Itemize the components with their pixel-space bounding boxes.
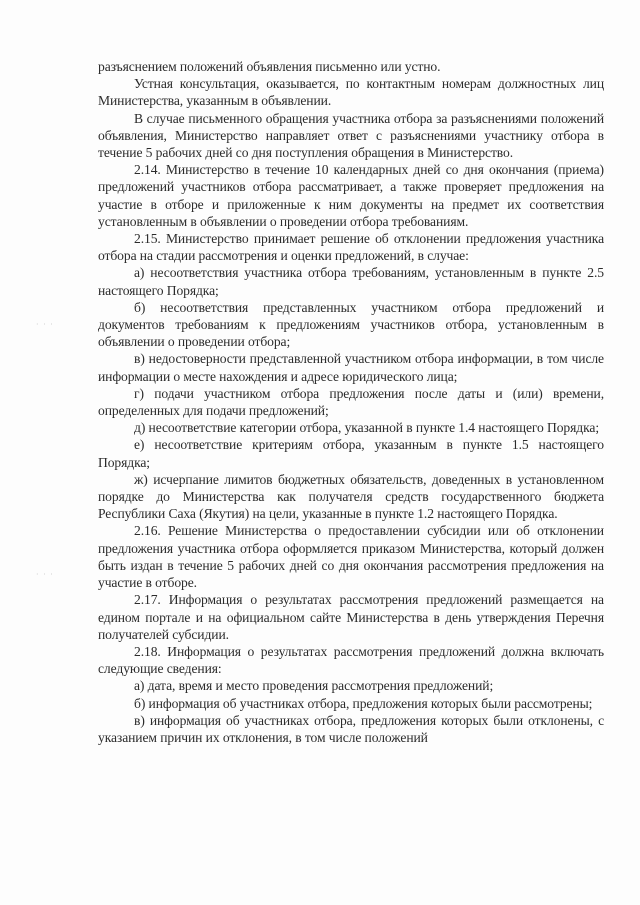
paragraph-2-15: 2.15. Министерство принимает решение об отклонении предложения участника отбора на стадии рассмотрения и оценки предложений, в случае: (98, 231, 604, 264)
list-item: в) недостоверности представленной участником отбора информации, в том числе информации о месте нахождения и адресе юридического лица; (98, 351, 604, 384)
paragraph-2-17: 2.17. Информация о результатах рассмотрения предложений размещается на едином портале и на официальном сайте Министерства в день утверждения Перечня получателей субсидии. (98, 592, 604, 642)
list-item: а) несоответствия участника отбора требованиям, установленным в пункте 2.5 настоящего Порядка; (98, 265, 604, 298)
list-item: е) несоответствие критериям отбора, указанным в пункте 1.5 настоящего Порядка; (98, 437, 604, 470)
list-item: в) информация об участниках отбора, предложения которых были отклонены, с указанием причин их отклонения, в том числе положений (98, 712, 604, 745)
paragraph: Устная консультация, оказывается, по контактным номерам должностных лиц Министерства, указанным в объявлении. (98, 76, 604, 109)
list-item: д) несоответствие категории отбора, указанной в пункте 1.4 настоящего Порядка; (134, 420, 600, 436)
scan-artifact-mark: · · · (36, 320, 54, 329)
paragraph: разъяснением положений объявления письменно или устно. (98, 59, 441, 74)
paragraph-2-14: 2.14. Министерство в течение 10 календарных дней со дня окончания (приема) предложений участников отбора рассматривает, а также проверяет предложения на участие в отборе и приложенные к ним документы на предмет их соответствия установленным в объявлении о проведении отбора требованиям. (98, 162, 604, 229)
scan-artifact-mark: · · · (36, 570, 54, 579)
paragraph-2-16: 2.16. Решение Министерства о предоставлении субсидии или об отклонении предложения участника отбора оформляется приказом Министерства, который должен быть издан в течение 5 рабочих дней со дня окончания рассмотрения предложения на участие в отборе. (98, 523, 604, 591)
list-item: б) информация об участниках отбора, предложения которых были рассмотрены; (134, 695, 593, 711)
list-item: б) несоответствия представленных участником отбора предложений и документов требованиям к предложениям участников отбора, установленным в объявлении о проведении отбора; (98, 299, 604, 350)
paragraph: В случае письменного обращения участника отбора за разъяснениями положений объявления, Министерство направляет ответ с разъяснениями участнику отбора в течение 5 рабочих дней со дня поступления обращения в Министерство. (98, 110, 604, 161)
document-body (98, 58, 604, 746)
list-item: а) дата, время и место проведения рассмотрения предложений; (134, 678, 494, 694)
paragraph-2-18: 2.18. Информация о результатах рассмотрения предложений должна включать следующие сведения: (98, 643, 604, 677)
list-item: ж) исчерпание лимитов бюджетных обязательств, доведенных в установленном порядке до Министерства как получателя средств государственного бюджета Республики Саха (Якутия) на цели, указанные в пункте 1.2 настоящего Порядка. (98, 471, 604, 522)
list-item: г) подачи участником отбора предложения после даты и (или) времени, определенных для подачи предложений; (98, 385, 604, 419)
